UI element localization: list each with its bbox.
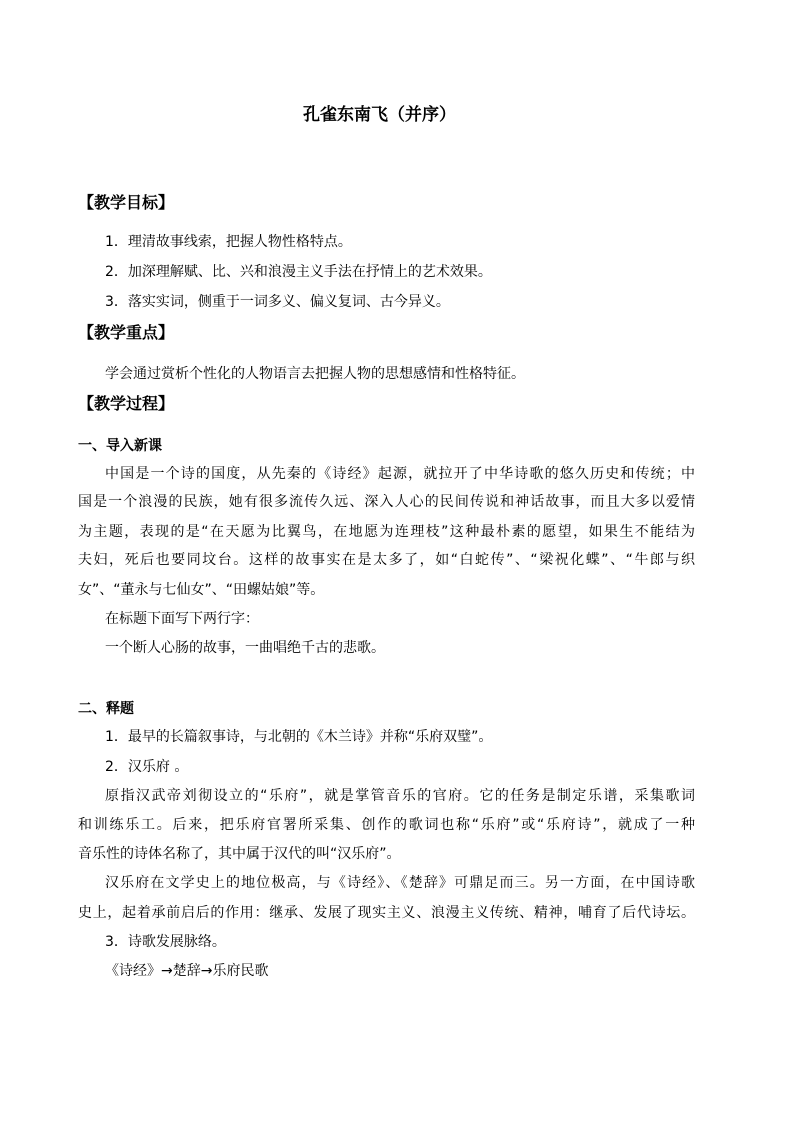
subsection-heading-title-explanation: 二、释题 [78, 701, 134, 717]
intro-paragraph-line-2: 国是一个浪漫的民族，她有很多流传久远、深入人心的民间传说和神话故事，而且大多以爱情 [78, 494, 695, 510]
intro-paragraph-line-3: 为主题，表现的是“在天愿为比翼鸟，在地愿为连理枝”这种最朴素的愿望，如果生不能结为 [78, 524, 695, 540]
explanation-item-1: 1．最早的长篇叙事诗，与北朝的《木兰诗》并称“乐府双璧”。 [105, 729, 493, 745]
section-heading-focus: 【教学重点】 [78, 323, 175, 342]
intro-paragraph-line-5: 女”、“董永与七仙女”、“田螺姑娘”等。 [78, 582, 325, 598]
yuefu-paragraph-line-1: 原指汉武帝刘彻设立的“乐府”，就是掌管音乐的官府。它的任务是制定乐谱，采集歌词 [105, 788, 695, 804]
poetry-lineage: 《诗经》→楚辞→乐府民歌 [105, 963, 269, 979]
explanation-item-3: 3．诗歌发展脉络。 [105, 934, 226, 950]
intro-note: 在标题下面写下两行字： [105, 611, 259, 627]
objective-item-1: 1．理清故事线索，把握人物性格特点。 [105, 234, 352, 250]
section-heading-process: 【教学过程】 [78, 394, 175, 413]
intro-quote: 一个断人心肠的故事，一曲唱绝千古的悲歌。 [105, 640, 385, 656]
subsection-heading-intro: 一、导入新课 [78, 438, 162, 454]
document-title: 孔雀东南飞（并序） [303, 105, 456, 125]
yuefu-status-line-2: 史上，起着承前启后的作用：继承、发展了现实主义、浪漫主义传统、精神，哺育了后代诗坛。 [78, 905, 695, 921]
yuefu-paragraph-line-3: 音乐性的诗体名称了，其中属于汉代的叫“汉乐府”。 [78, 846, 401, 862]
objective-item-3: 3．落实实词，侧重于一词多义、偏义复词、古今异义。 [105, 294, 450, 310]
focus-text: 学会通过赏析个性化的人物语言去把握人物的思想感情和性格特征。 [105, 366, 525, 382]
intro-paragraph-line-1: 中国是一个诗的国度，从先秦的《诗经》起源，就拉开了中华诗歌的悠久历史和传统；中 [105, 466, 695, 482]
objective-item-2: 2．加深理解赋、比、兴和浪漫主义手法在抒情上的艺术效果。 [105, 264, 492, 280]
yuefu-paragraph-line-2: 和训练乐工。后来，把乐府官署所采集、创作的歌词也称“乐府”或“乐府诗”，就成了一种 [78, 817, 695, 833]
intro-paragraph-line-4: 夫妇，死后也要同坟台。这样的故事实在是太多了，如“白蛇传”、“梁祝化蝶”、“牛郎与织 [78, 552, 695, 568]
yuefu-status-line-1: 汉乐府在文学史上的地位极高，与《诗经》、《楚辞》可鼎足而三。另一方面，在中国诗歌 [105, 875, 695, 891]
section-heading-objectives: 【教学目标】 [78, 193, 175, 212]
explanation-item-2: 2．汉乐府 。 [105, 759, 189, 775]
